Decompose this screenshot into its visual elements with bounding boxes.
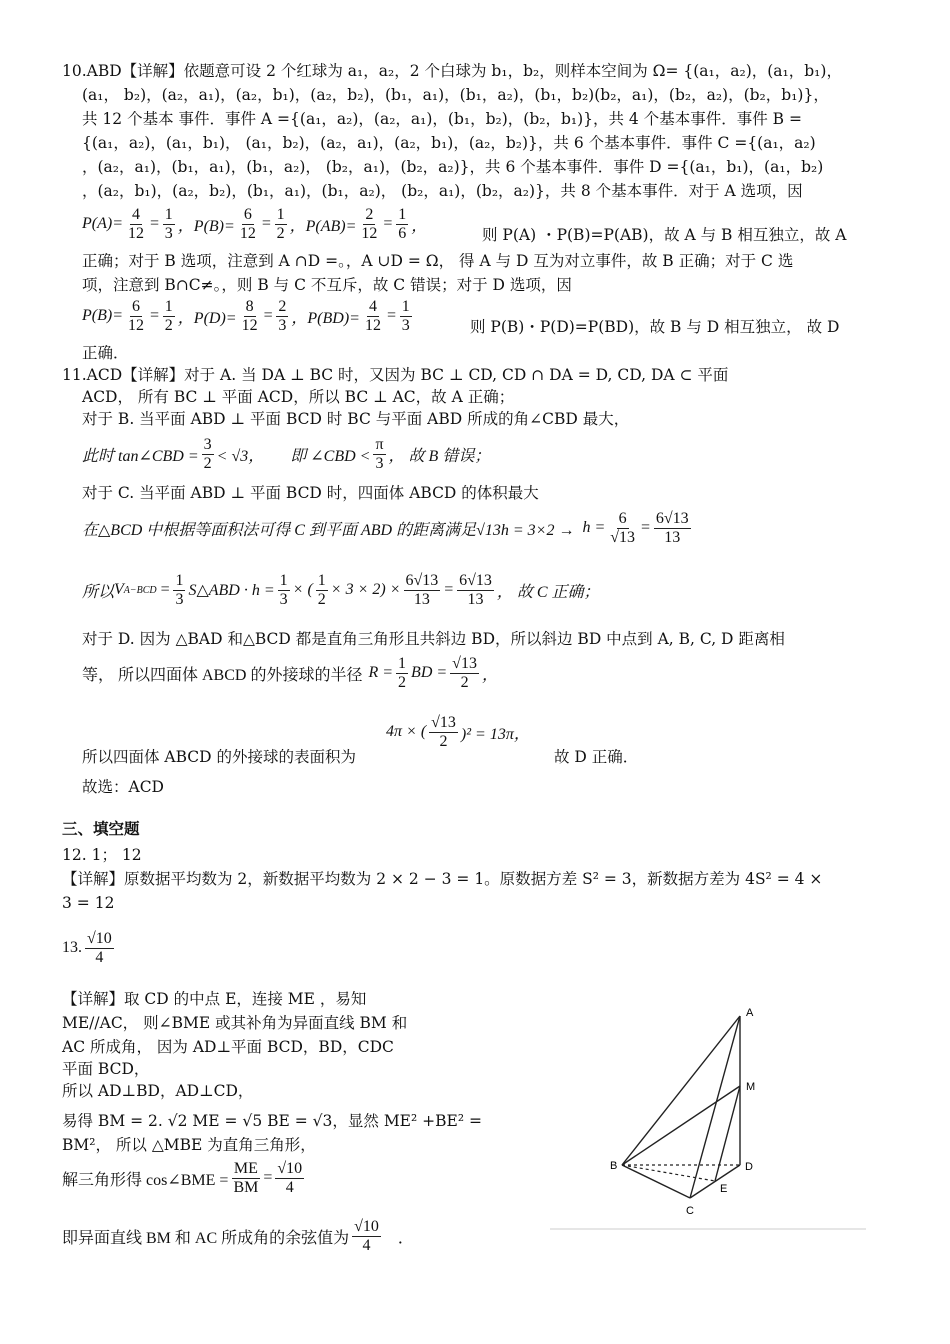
q11-line-2: ACD， 所有 BC ⊥ 平面 ACD，所以 BC ⊥ AC，故 A 正确； xyxy=(82,388,515,406)
q11-formula-height: 在△BCD 中根据等面积法可得 C 到平面 ABD 的距离满足√13h = 3×2 → h = $\frac{6}{√13}$ = $\frac{6√13}{13}$ xyxy=(82,509,689,546)
q10-line-10-tail: 则 P(B)・P(D)=P(BD)，故 B 与 D 相互独立， 故 D xyxy=(470,318,840,336)
q11-line-8: 对于 D. 因为 △BAD 和△BCD 都是直角三角形且共斜边 BD，所以斜边 BD 中点到 A, B, C, D 距离相 xyxy=(82,630,785,648)
q12-line-1: 【详解】原数据平均数为 2，新数据平均数为 2 × 2 − 3 = 1。原数据方差 S² = 3，新数据方差为 4S² = 4 × xyxy=(62,870,823,888)
q11-line-3: 对于 B. 当平面 ABD ⊥ 平面 BCD 时 BC 与平面 ABD 所成的角∠CBD 最大， xyxy=(82,410,630,428)
q11-formula-surface: 4π × ( $\frac{√13}{2}$ )² = 13π， xyxy=(386,713,530,750)
q11-line-10: 所以四面体 ABCD 的外接球的表面积为 xyxy=(82,748,357,766)
q10-line-4: {(a₁，a₂)，(a₁，b₁)， (a₁，b₂)，(a₂，a₁)，(a₂，b₁)，(a₂，b₂)}，共 6 个基本事件．事件 C ={(a₁，a₂) xyxy=(82,134,816,152)
q11-line-5: 对于 C. 当平面 ABD ⊥ 平面 BCD 时，四面体 ABCD 的体积最大 xyxy=(82,484,539,502)
section-title: 三、填空题 xyxy=(62,820,140,838)
q10-line-7-tail: 则 P(A) ・P(B)=P(AB)，故 A 与 B 相互独立，故 A xyxy=(482,226,847,244)
q13-conclusion: 即异面直线 BM 和 AC 所成角的余弦值为 $\frac{√10}{4}$ ． xyxy=(62,1217,414,1254)
label-c: C xyxy=(686,1205,694,1217)
q10-line-2: (a₁， b₂)，(a₂，a₁)，(a₂，b₁)，(a₂，b₂)，(b₁，a₁)，(b₁，a₂)，(b₁，b₂)(b₂，a₁)，(b₂，a₂)，(b₂，b₁)}， xyxy=(82,86,829,104)
label-d: D xyxy=(745,1161,753,1173)
label-e: E xyxy=(720,1183,728,1195)
q12-head: 12. 1； 12 xyxy=(62,846,142,864)
q10-line-3: 共 12 个基本 事件．事件 A ={(a₁，a₂)，(a₂，a₁)，(b₁，b₂)，(b₂，b₁)}，共 4 个基本事件．事件 B = xyxy=(82,110,802,128)
q13-line-5: 所以 AD⊥BD，AD⊥CD， xyxy=(62,1082,254,1100)
q11-line-10-conclusion: 故 D 正确． xyxy=(554,748,639,766)
edge-ab xyxy=(622,1016,740,1165)
q13-line-7: BM²， 所以 △MBE 为直角三角形， xyxy=(62,1136,316,1154)
q13-formula-cos: 解三角形得 cos∠BME = $\frac{ME}{BM}$ = $\frac{√10}{4}$ xyxy=(62,1159,303,1196)
q11-line-11: 故选：ACD xyxy=(82,778,164,796)
tetrahedron-figure xyxy=(548,1000,868,1232)
q10-line-8: 正确；对于 B 选项，注意到 A ∩D =。，A ∪D = Ω， 得 A 与 D 互为对立事件，故 B 正确；对于 C 选 xyxy=(82,252,794,270)
q10-line-11: 正确． xyxy=(82,344,129,362)
q13-line-1: 【详解】取 CD 的中点 E，连接 ME ，易知 xyxy=(62,990,367,1008)
label-m: M xyxy=(746,1081,756,1093)
q10-formula-probabilities-1: P(A)= $\frac{4}{12}$ = $\frac{1}{3}$ ，P(B)= $\frac{6}{12}$ = $\frac{1}{2}$ ，P(AB)= $\frac{2}{12}$ = $\frac{1}{6}$ ， xyxy=(82,205,428,242)
q11-formula-tan: 此时 tan∠CBD = $\frac{3}{2}$ < √3， 即 ∠CBD < $\frac{\pi}{3}$ ， 故 B 错误； xyxy=(82,435,491,472)
q11-formula-radius: 等， 所以四面体 ABCD 的外接球的半径 R = $\frac{1}{2}$ BD = $\frac{√13}{2}$ ， xyxy=(82,654,498,691)
q11-line-1: 11.ACD【详解】对于 A. 当 DA ⊥ BC 时，又因为 BC ⊥ CD, CD ∩ DA = D, CD, DA ⊂ 平面 xyxy=(62,366,729,384)
q10-line-1: 10.ABD【详解】依题意可设 2 个红球为 a₁，a₂，2 个白球为 b₁，b₂，则样本空间为 Ω= {(a₁，a₂)，(a₁，b₁)， xyxy=(62,62,842,80)
label-a: A xyxy=(746,1007,754,1019)
q13-answer: 13. $\frac{√10}{4}$ xyxy=(62,929,112,966)
q13-line-4: 平面 BCD， xyxy=(62,1060,150,1078)
q10-line-6: ，(a₂，b₁)，(a₂，b₂)，(b₁，a₁)，(b₁，a₂)， (b₂，a₁)，(b₂，a₂)}，共 8 个基本事件．对于 A 选项，因 xyxy=(82,182,803,200)
q10-formula-probabilities-2: P(B)= $\frac{6}{12}$ = $\frac{1}{2}$ ，P(D)= $\frac{8}{12}$ = $\frac{2}{3}$ ，P(BD)= $\frac{4}{12}$ = $\frac{1}{3}$ xyxy=(82,297,410,334)
label-b: B xyxy=(610,1160,618,1172)
q10-line-9: 项，注意到 B∩C≠。，则 B 与 C 不互斥，故 C 错误；对于 D 选项，因 xyxy=(82,276,572,294)
q10-line-5: ，(a₂，a₁)，(b₁，a₁)，(b₁，a₂)， (b₂，a₁)，(b₂，a₂)}，共 6 个基本事件．事件 D ={(a₁，b₁)，(a₁，b₂) xyxy=(82,158,824,176)
q11-formula-volume: 所以 V A−BCD = $\frac{1}{3}$ S△ABD · h = $\frac{1}{3}$ × ( $\frac{1}{2}$ × 3 × 2) × $\frac{6√13}{13}$ = $\frac{6√13}{13}$ ， 故 C 正确； xyxy=(82,571,600,608)
edge-bc xyxy=(622,1165,690,1198)
q12-line-2: 3 = 12 xyxy=(62,894,115,912)
q13-line-3: AC 所成角， 因为 AD⊥平面 BCD，BD，CDC xyxy=(62,1038,394,1056)
q13-line-2: ME//AC， 则∠BME 或其补角为异面直线 BM 和 xyxy=(62,1014,408,1032)
segment-be-hidden xyxy=(622,1165,715,1181)
q13-line-6: 易得 BM = 2. √2 ME = √5 BE = √3，显然 ME² +BE² = xyxy=(62,1112,482,1130)
